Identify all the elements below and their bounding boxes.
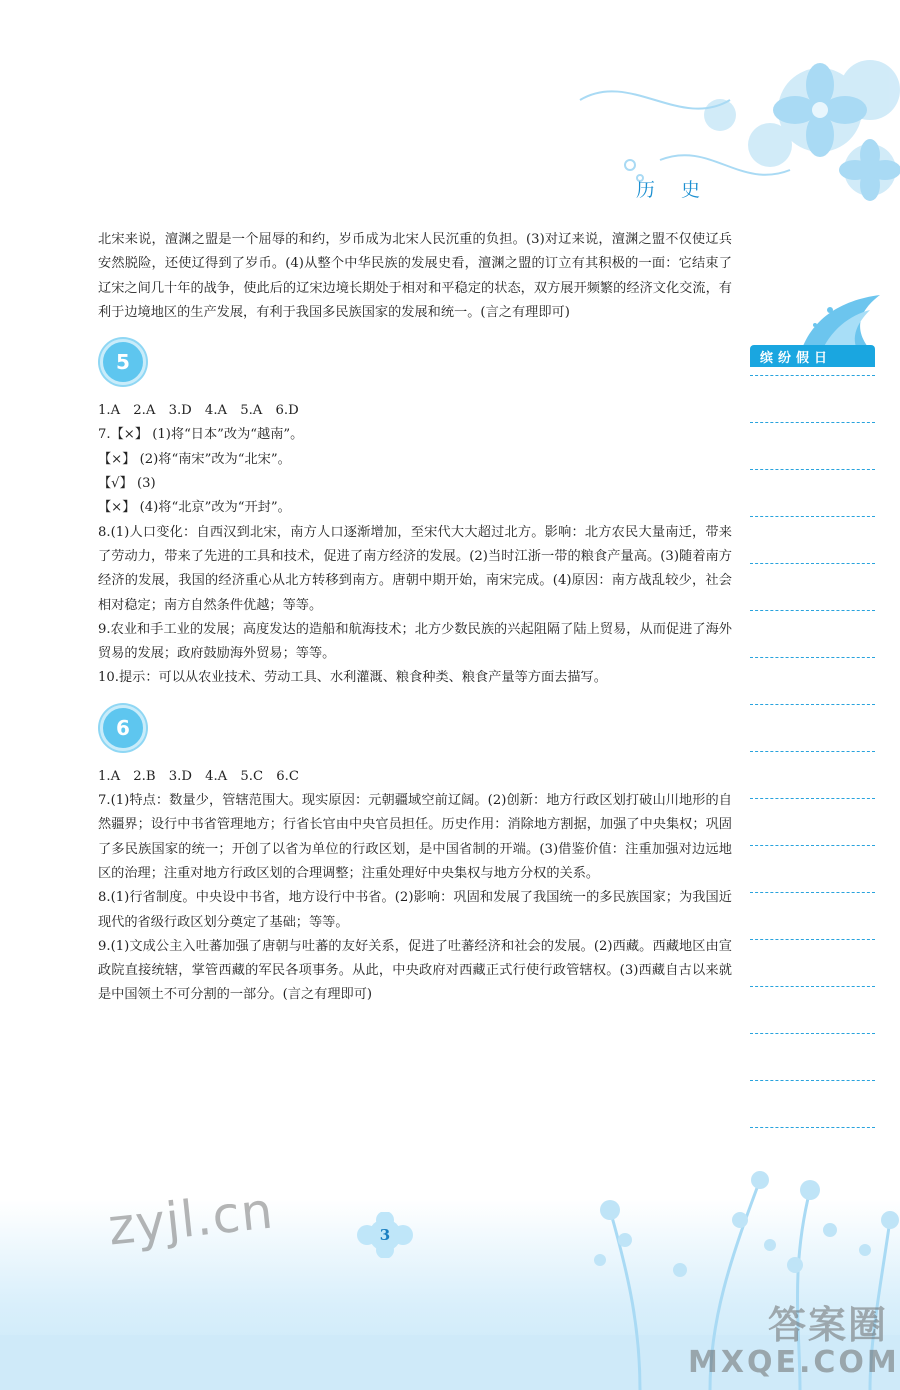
note-line xyxy=(750,704,875,705)
note-line xyxy=(750,657,875,658)
answer-paragraph: 9.(1)文成公主入吐蕃加强了唐朝与吐蕃的友好关系，促进了吐蕃经济和社会的发展。(2)西藏。西藏地区由宣政院直接统辖，掌管西藏的军民各项事务。从此，中央政府对西藏正式行使行政管辖权。(3)西藏自古以来就是中国领土不可分割的一部分。(言之有理即可) xyxy=(98,938,732,1003)
notes-sidebar xyxy=(750,345,875,367)
note-line xyxy=(750,375,875,376)
answer-content xyxy=(98,228,732,1008)
section-badge-5: 5 xyxy=(100,339,146,385)
answer-line: 7.【×】 (1)将“日本”改为“越南”。 xyxy=(98,427,304,443)
answer-line: 【√】 (3) xyxy=(98,476,156,492)
note-line xyxy=(750,986,875,987)
sidebar-label: 缤纷假日 xyxy=(750,345,875,367)
note-line xyxy=(750,563,875,564)
note-line xyxy=(750,939,875,940)
watermark-right xyxy=(688,1294,900,1380)
answer-paragraph: 8.(1)行省制度。中央设中书省，地方设行中书省。(2)影响：巩固和发展了我国统一的多民族国家；为我国近现代的省级行政区划分奠定了基础；等等。 xyxy=(98,890,732,930)
answer-paragraph: 8.(1)人口变化：自西汉到北宋，南方人口逐渐增加，至宋代大大超过北方。影响：北方农民大量南迁，带来了劳动力，带来了先进的工具和技术，促进了南方经济的发展。(2)当时江浙一带的粮食产量高。(3)随着南方经济的发展，我国的经济重心从北方转移到南方。唐朝中期开始，南宋完成。(4)原因：南方战乱较少，社会相对稳定；南方自然条件优越；等等。 xyxy=(98,524,732,613)
page-number xyxy=(355,1212,415,1258)
answer-line: 【×】 (4)将“北京”改为“开封”。 xyxy=(98,500,291,516)
watermark-left: zyjl.cn xyxy=(105,1181,277,1257)
answer-paragraph: 9.农业和手工业的发展；高度发达的造船和航海技术；北方少数民族的兴起阻隔了陆上贸易，从而促进了海外贸易的发展；政府鼓励海外贸易；等等。 xyxy=(98,621,732,662)
note-line xyxy=(750,892,875,893)
answer-line: 1.A 2.A 3.D 4.A 5.A 6.D xyxy=(98,403,299,419)
note-line xyxy=(750,751,875,752)
watermark-right-url: MXQE.COM xyxy=(688,1345,900,1380)
intro-paragraph: 北宋来说，澶渊之盟是一个屈辱的和约，岁币成为北宋人民沉重的负担。(3)对辽来说，澶渊之盟不仅使辽兵安然脱险，还使辽得到了岁币。(4)从整个中华民族的发展史看，澶渊之盟的订立有其积极的一面：它结束了辽宋之间几十年的战争，使此后的辽宋边境长期处于相对和平稳定的状态，双方展开频繁的经济文化交流，有利于边境地区的生产发展，有利于我国多民族国家的发展和统一。(言之有理即可) xyxy=(98,232,732,320)
note-line xyxy=(750,610,875,611)
answer-paragraph: 7.(1)特点：数量少，管辖范围大。现实原因：元朝疆域空前辽阔。(2)创新：地方行政区划打破山川地形的自然疆界；设行中书省管理地方；行省长官由中央官员担任。历史作用：消除地方割据，加强了中央集权；巩固了多民族国家的统一；开创了以省为单位的行政区划，是中国省制的开端。(3)借鉴价值：注重加强对边远地区的治理；注重对地方行政区划的合理调整；注重处理好中央集权与地方分权的关系。 xyxy=(98,793,732,881)
subject-title: 历 史 xyxy=(636,179,711,201)
note-line xyxy=(750,422,875,423)
note-line xyxy=(750,1080,875,1081)
answer-line: 1.A 2.B 3.D 4.A 5.C 6.C xyxy=(98,768,299,784)
note-line xyxy=(750,845,875,846)
note-line xyxy=(750,469,875,470)
answer-paragraph: 10.提示：可以从农业技术、劳动工具、水利灌溉、粮食种类、粮食产量等方面去描写。 xyxy=(98,670,607,686)
watermark-right-title: 答案圈 xyxy=(767,1303,888,1347)
note-line xyxy=(750,516,875,517)
note-line xyxy=(750,798,875,799)
note-line xyxy=(750,1127,875,1128)
section-badge-6: 6 xyxy=(100,705,146,751)
page-number-text: 3 xyxy=(379,1226,391,1244)
answer-line: 【×】 (2)将“南宋”改为“北宋”。 xyxy=(98,451,291,467)
note-line xyxy=(750,1033,875,1034)
